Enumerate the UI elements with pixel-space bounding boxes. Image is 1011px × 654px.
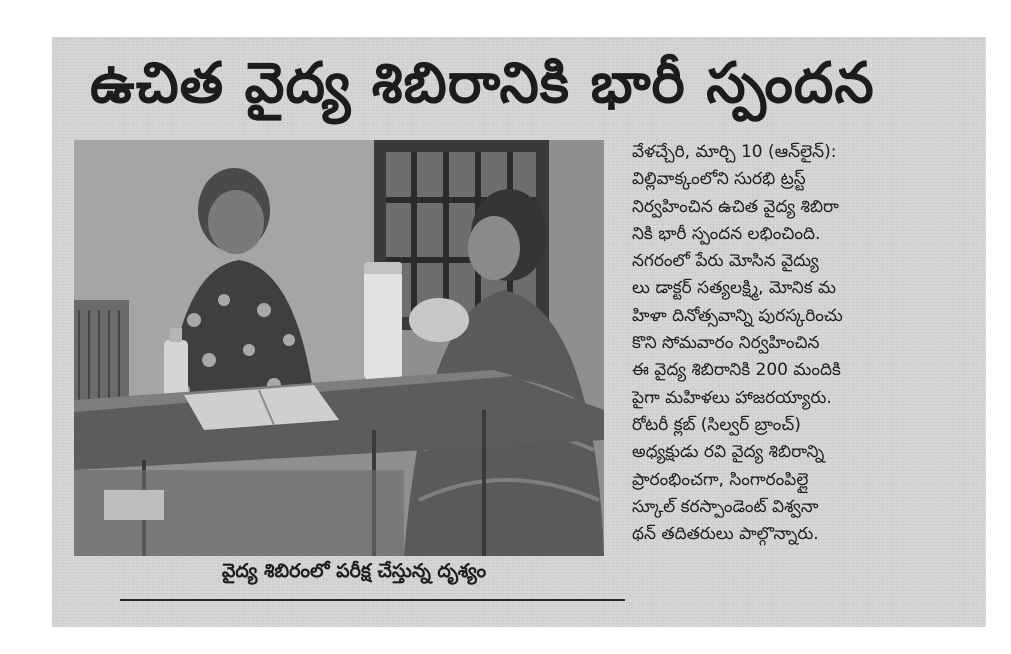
photo-caption: వైద్య శిబిరంలో పరీక్ష చేస్తున్న దృశ్యం	[221, 560, 487, 582]
body-line: స్కూల్ కరస్పాండెంట్ విశ్వనా	[632, 496, 819, 517]
article-photo	[74, 140, 604, 556]
photo-illustration	[74, 140, 604, 556]
headline: ఉచిత వైద్య శిబిరానికి భారీ స్పందన	[90, 51, 875, 116]
body-line: లు డాక్టర్ సత్యలక్ష్మి, మోనిక మ	[632, 278, 837, 299]
body-line: వేళచ్చేరి, మార్చి 10 (ఆన్‌లైన్):	[632, 142, 837, 162]
body-line: ప్రారంభించగా, సింగారంపిల్లై	[632, 469, 809, 490]
body-line: థన్ తదితరులు పాల్గొన్నారు.	[632, 524, 819, 545]
body-line: కొని సోమవారం నిర్వహించిన	[632, 333, 820, 354]
body-line: విల్లివాక్కంలోని సురభి ట్రస్ట్	[632, 169, 806, 190]
body-line: హిళా దినోత్సవాన్ని పురస్కరించు	[632, 305, 843, 326]
body-line: నిర్వహించిన ఉచిత వైద్య శిబిరా	[632, 196, 839, 217]
caption-rule	[120, 599, 625, 601]
body-line: పైగా మహిళలు హాజరయ్యారు.	[632, 387, 832, 408]
body-line: రోటరీ క్లబ్ (సిల్వర్ బ్రాంచ్)	[632, 414, 801, 435]
body-line: నికి భారీ స్పందన లభించింది.	[632, 223, 821, 244]
body-line: నగరంలో పేరు మోసిన వైద్యు	[632, 251, 819, 272]
newspaper-clipping	[52, 37, 986, 627]
body-line: అధ్యక్షుడు రవి వైద్య శిబిరాన్ని	[632, 442, 825, 463]
body-line: ఈ వైద్య శిబిరానికి 200 మందికి	[632, 360, 841, 381]
article-body	[632, 139, 906, 609]
